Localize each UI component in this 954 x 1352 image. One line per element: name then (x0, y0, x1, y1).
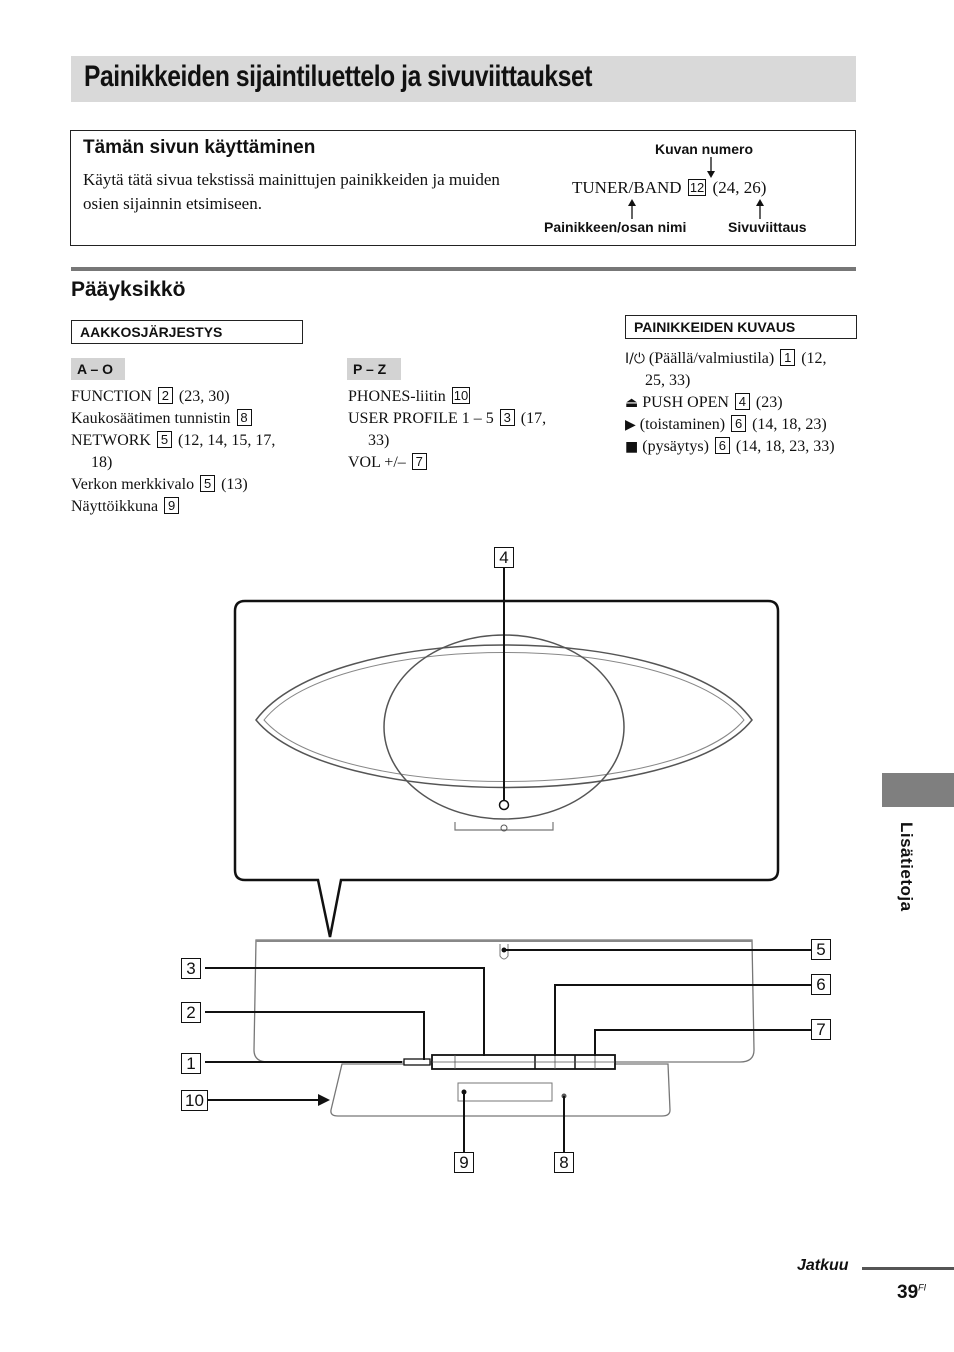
callout-9: 9 (454, 1152, 474, 1173)
item-number: 10 (453, 388, 469, 403)
alphabetical-heading: AAKKOSJÄRJESTYS (71, 320, 303, 344)
item-number: 5 (157, 431, 172, 448)
power-button (404, 1059, 430, 1065)
item-pages: (12, (801, 350, 827, 367)
page-number-value: 39 (897, 1282, 919, 1303)
item-name: VOL +/– (348, 454, 406, 471)
item-name: FUNCTION (71, 388, 152, 405)
item-number: 6 (731, 415, 746, 432)
item-name: USER PROFILE 1 – 5 (348, 410, 494, 427)
item-name: (pysäytys) (642, 438, 709, 455)
item-name: NETWORK (71, 432, 151, 449)
label-part-name: Painikkeen/osan nimi (544, 219, 687, 235)
range-tag: A – O (71, 358, 125, 380)
item-name: PUSH OPEN (642, 394, 729, 411)
howto-title: Tämän sivun käyttäminen (83, 137, 316, 158)
item-number: 7 (412, 453, 427, 470)
item-pages: (14, 18, 23) (752, 416, 827, 433)
callout-8: 8 (554, 1152, 574, 1173)
zoom-callout-frame (235, 601, 778, 937)
item-number: 2 (158, 387, 173, 404)
display-window (458, 1083, 552, 1101)
item-name: Näyttöikkuna (71, 498, 159, 515)
stop-icon: ■ (625, 439, 639, 455)
continues-rule (862, 1267, 954, 1270)
section-title: Pääyksikkö (71, 278, 186, 301)
callout-10: 10 (181, 1090, 208, 1111)
range-tag: P – Z (347, 358, 401, 380)
item-number: 8 (237, 409, 252, 426)
item-number: 6 (715, 437, 730, 454)
example-pages: (24, 26) (712, 178, 767, 197)
item-number: 3 (500, 409, 515, 426)
item-pages-cont: 25, 33) (645, 372, 691, 389)
page-number (897, 1282, 926, 1304)
arrow-right-icon (318, 1094, 330, 1106)
callout-7: 7 (811, 1019, 831, 1040)
power-icon: I/⏻ (625, 351, 645, 367)
callout-6: 6 (811, 974, 831, 995)
label-page-ref: Sivuviittaus (728, 219, 807, 235)
callout-1: 1 (181, 1053, 201, 1074)
item-name: Kaukosäätimen tunnistin (71, 410, 231, 427)
callout-4: 4 (494, 547, 514, 568)
item-pages: (12, 14, 15, 17, (177, 432, 276, 449)
unit-body (254, 940, 754, 1062)
item-pages: (23, 30) (178, 388, 230, 405)
item-pages: (17, (520, 410, 547, 427)
item-number: 4 (735, 393, 750, 410)
example-number: 12 (689, 180, 705, 195)
side-tab (882, 773, 954, 807)
item-name: (Päällä/valmiustila) (648, 350, 775, 367)
unit-stand (331, 1064, 670, 1116)
continues-label: Jatkuu (797, 1257, 849, 1274)
item-number: 5 (200, 475, 215, 492)
example-name: TUNER/BAND (572, 178, 682, 197)
callout-3: 3 (181, 958, 201, 979)
item-pages: (23) (755, 394, 783, 411)
item-number: 9 (164, 497, 179, 514)
callout-5: 5 (811, 939, 831, 960)
page-title: Painikkeiden sijaintiluettelo ja sivuviittaukset (84, 60, 593, 93)
callout-2: 2 (181, 1002, 201, 1023)
item-pages-cont: 18) (91, 454, 113, 471)
play-icon: ▶ (625, 417, 636, 433)
item-pages-cont: 33) (368, 432, 390, 449)
item-name: Verkon merkkivalo (71, 476, 195, 493)
item-name: PHONES-liitin (348, 388, 446, 405)
buttons-heading: PAINIKKEIDEN KUVAUS (625, 315, 857, 339)
label-figure-number: Kuvan numero (655, 141, 754, 157)
item-pages: (14, 18, 23, 33) (735, 438, 835, 455)
item-name: (toistaminen) (639, 416, 726, 433)
eject-icon: ⏏ (625, 395, 639, 411)
page-number-suffix: FI (918, 1282, 927, 1293)
howto-body: Käytä tätä sivua tekstissä mainittujen painikkeiden ja muiden osien sijainnin etsimiseen. (83, 170, 500, 213)
side-tab-label: Lisätietoja (897, 822, 916, 912)
item-number: 1 (780, 349, 795, 366)
item-pages: (13) (221, 476, 248, 493)
